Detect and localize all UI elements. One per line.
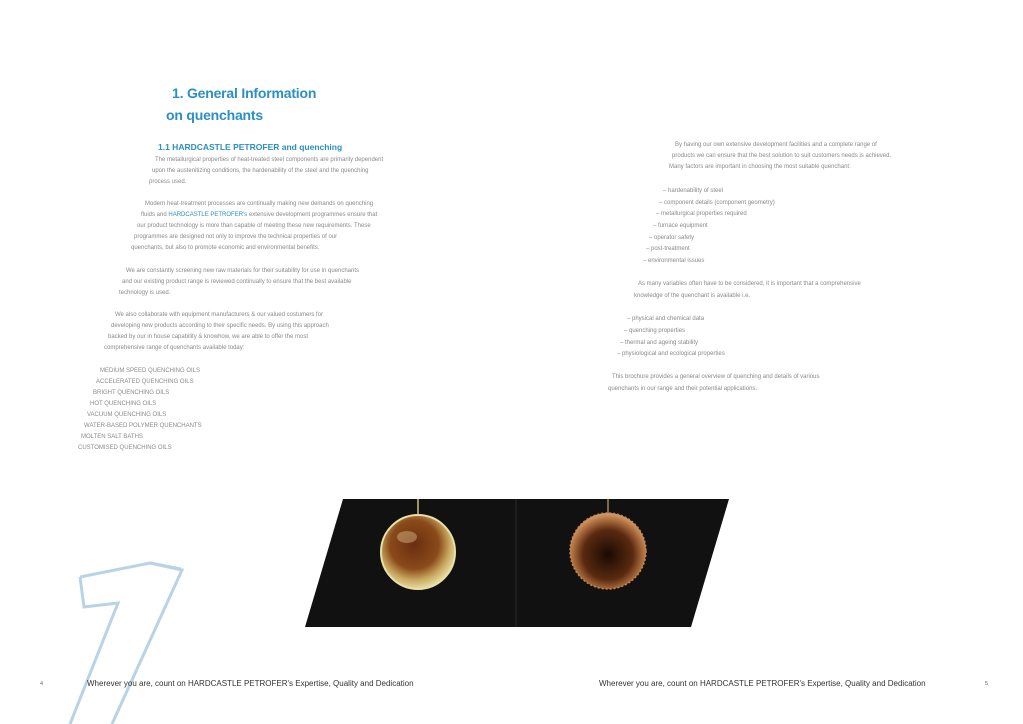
text-line: Modern heat-treatment processes are continually making new demands on quenching (145, 201, 374, 207)
knowledge-item: – thermal and ageing stability (620, 340, 699, 346)
product-item: CUSTOMISED QUENCHING OILS (78, 445, 172, 451)
product-item: ACCELERATED QUENCHING OILS (96, 379, 194, 385)
text-line: and our existing product range is reviewed continually to ensure that the best available (122, 279, 352, 285)
brand-highlight: HARDCASTLE PETROFER's (168, 212, 248, 218)
page-number-left: 4 (40, 681, 44, 687)
product-item: VACUUM QUENCHING OILS (87, 412, 167, 418)
text-line: Many factors are important in choosing the most suitable quenchant: (669, 164, 851, 170)
text-line: We are constantly screening new raw materials for their suitability for use in quenchants (126, 268, 360, 274)
knowledge-item: – physical and chemical data (627, 316, 705, 322)
product-item: WATER-BASED POLYMER QUENCHANTS (84, 423, 202, 429)
page-title: 1. General Information (172, 85, 317, 101)
page-number-right: 5 (985, 681, 989, 687)
knowledge-item: – physiological and ecological properties (617, 351, 725, 357)
text-line: We also collaborate with equipment manufacturers & our valued costumers for (115, 312, 323, 318)
text-line: comprehensive range of quenchants available today: (104, 345, 245, 351)
factor-item: – post-treatment (646, 246, 690, 252)
text-line: By having our own extensive development facilities and a complete range of (675, 142, 877, 148)
product-item: MOLTEN SALT BATHS (81, 434, 143, 440)
text-line: fluids and HARDCASTLE PETROFER's extensive development programmes ensure that (141, 212, 378, 218)
footer-tagline-right: Wherever you are, count on HARDCASTLE PETROFER's Expertise, Quality and Dedication (599, 679, 926, 688)
factor-item: – operator safety (649, 235, 695, 241)
text-line: products we can ensure that the best solution to suit customers needs is achieved. (672, 153, 892, 159)
section-title: 1.1 HARDCASTLE PETROFER and quenching (158, 142, 343, 152)
product-item: HOT QUENCHING OILS (90, 401, 157, 407)
footer-tagline-left: Wherever you are, count on HARDCASTLE PETROFER's Expertise, Quality and Dedication (87, 679, 414, 688)
text-line: knowledge of the quenchant is available i.e. (634, 293, 751, 299)
text-line: upon the austenitizing conditions, the hardenability of the steel and the quenching (152, 168, 369, 174)
knowledge-item: – quenching properties (624, 328, 686, 334)
text-line: process used. (149, 179, 187, 185)
text-line: backed by our in house capability & knowhow, we are able to offer the most (108, 334, 309, 340)
text-line: developing new products according to their specific needs. By using this approach (111, 323, 329, 329)
text-line: programmes are designed not only to improve the technical properties of our (134, 234, 338, 240)
text-line: quenchants in our range and their potential applications. (608, 386, 758, 392)
text-line: quenchants, but also to promote economic and environmental benefits. (131, 245, 320, 251)
factor-item: – environmental issues (643, 258, 705, 264)
factor-item: – furnace equipment (653, 223, 708, 229)
text-line: This brochure provides a general overview of quenching and details of various (612, 374, 820, 380)
text-line: As many variables often have to be considered, it is important that a comprehensive (638, 281, 861, 287)
text-line: The metallurgical properties of heat-treated steel components are primarily dependent (155, 157, 384, 163)
text-line: technology is used. (119, 290, 171, 296)
product-item: MEDIUM SPEED QUENCHING OILS (100, 368, 201, 374)
factor-item: – metallurgical properties required (656, 211, 747, 217)
text-line: our product technology is more than capable of meeting these new requirements. These (137, 223, 371, 229)
product-item: BRIGHT QUENCHING OILS (93, 390, 170, 396)
factor-item: – component details (component geometry) (659, 200, 775, 206)
page-title-line2: on quenchants (166, 107, 263, 123)
factor-item: – hardenability of steel (663, 188, 724, 194)
quenching-photo (305, 497, 730, 629)
